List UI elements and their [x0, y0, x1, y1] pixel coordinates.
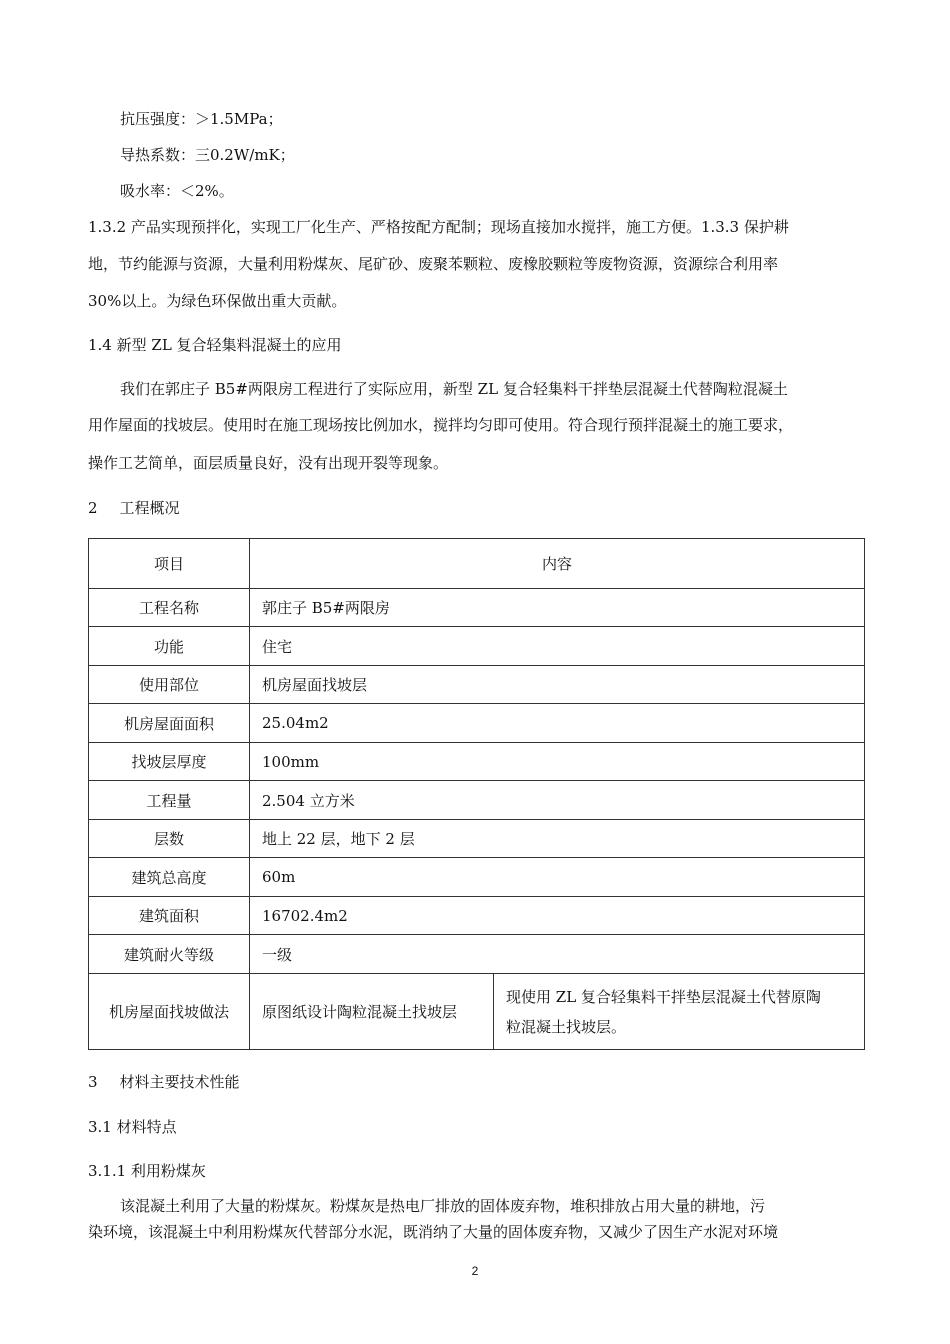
section-heading-3-1: 3.1 材料特点: [88, 1118, 177, 1136]
table-row: [89, 743, 865, 781]
paragraph-line: 我们在郭庄子 B5#两限房工程进行了实际应用，新型 ZL 复合轻集料干拌垫层混凝土代替陶粒混凝土: [120, 380, 788, 398]
row-label: 使用部位: [89, 666, 250, 704]
paragraph-line: 操作工艺简单，面层质量良好，没有出现开裂等现象。: [88, 454, 449, 472]
table-header-item: 项目: [89, 539, 250, 589]
row-label: 工程量: [89, 781, 250, 820]
row-value: 一级: [250, 935, 865, 974]
row-label: 建筑面积: [89, 897, 250, 935]
current-method-line: 现使用 ZL 复合轻集料干拌垫层混凝土代替原陶: [506, 987, 821, 1006]
heading-number: 3: [88, 1073, 98, 1091]
table-row: [89, 666, 865, 704]
row-label: 建筑总高度: [89, 858, 250, 897]
spec-compressive-strength: 抗压强度：＞1.5MPa；: [120, 110, 283, 128]
table-row: [89, 935, 865, 974]
section-heading-3: [88, 1071, 240, 1092]
section-heading-3-1-1: 3.1.1 利用粉煤灰: [88, 1162, 206, 1180]
row-label: 工程名称: [89, 589, 250, 627]
section-heading-2: [88, 497, 180, 518]
row-label: 建筑耐火等级: [89, 935, 250, 974]
project-overview-table: [88, 538, 865, 1050]
current-method-line: 粒混凝土找坡层。: [506, 1017, 627, 1036]
spec-thermal-conductivity: 导热系数：三0.2W/mK；: [120, 146, 295, 164]
paragraph-line: 1.3.2 产品实现预拌化，实现工厂化生产、严格按配方配制；现场直接加水搅拌，施工方便。1.3.3 保护耕: [88, 218, 789, 236]
table-header-content: 内容: [250, 539, 865, 589]
row-label: 找坡层厚度: [89, 743, 250, 781]
table-row: [89, 589, 865, 627]
original-design-cell: 原图纸设计陶粒混凝土找坡层: [250, 974, 494, 1050]
table-header-row: [89, 539, 865, 589]
paragraph-line: 地，节约能源与资源，大量利用粉煤灰、尾矿砂、废聚苯颗粒、废橡胶颗粒等废物资源，资源综合利用率: [88, 255, 779, 273]
paragraph-line: 该混凝土利用了大量的粉煤灰。粉煤灰是热电厂排放的固体废弃物，堆积排放占用大量的耕地，污: [120, 1197, 766, 1215]
paragraph-line: 30%以上。为绿色环保做出重大贡献。: [88, 292, 347, 310]
paragraph-line: 染环境，该混凝土中利用粉煤灰代替部分水泥，既消纳了大量的固体废弃物，又减少了因生产水泥对环境: [88, 1223, 779, 1241]
current-method-cell: [494, 974, 865, 1050]
heading-number: 2: [88, 499, 98, 517]
row-value: 16702.4m2: [250, 897, 865, 935]
heading-text: 工程概况: [119, 499, 180, 517]
row-value: 100mm: [250, 743, 865, 781]
row-label: 功能: [89, 627, 250, 666]
paragraph-line: 用作屋面的找坡层。使用时在施工现场按比例加水，搅拌均匀即可使用。符合现行预拌混凝土的施工要求，: [88, 416, 794, 434]
table-row: [89, 704, 865, 743]
heading-text: 材料主要技术性能: [119, 1073, 240, 1091]
table-row: [89, 897, 865, 935]
row-value: 60m: [250, 858, 865, 897]
section-heading-1-4: 1.4 新型 ZL 复合轻集料混凝土的应用: [88, 336, 342, 354]
row-value: 地上 22 层，地下 2 层: [250, 820, 865, 858]
spec-water-absorption: 吸水率：＜2%。: [120, 182, 234, 200]
page-number: 2: [471, 1264, 479, 1278]
row-label: 机房屋面面积: [89, 704, 250, 743]
row-label: 机房屋面找坡做法: [89, 974, 250, 1050]
row-value: 住宅: [250, 627, 865, 666]
row-value: 郭庄子 B5#两限房: [250, 589, 865, 627]
row-value: 2.504 立方米: [250, 781, 865, 820]
table-row: [89, 627, 865, 666]
row-value: 机房屋面找坡层: [250, 666, 865, 704]
row-label: 层数: [89, 820, 250, 858]
table-row: [89, 820, 865, 858]
table-row-method: [89, 974, 865, 1050]
table-row: [89, 781, 865, 820]
table-row: [89, 858, 865, 897]
row-value: 25.04m2: [250, 704, 865, 743]
